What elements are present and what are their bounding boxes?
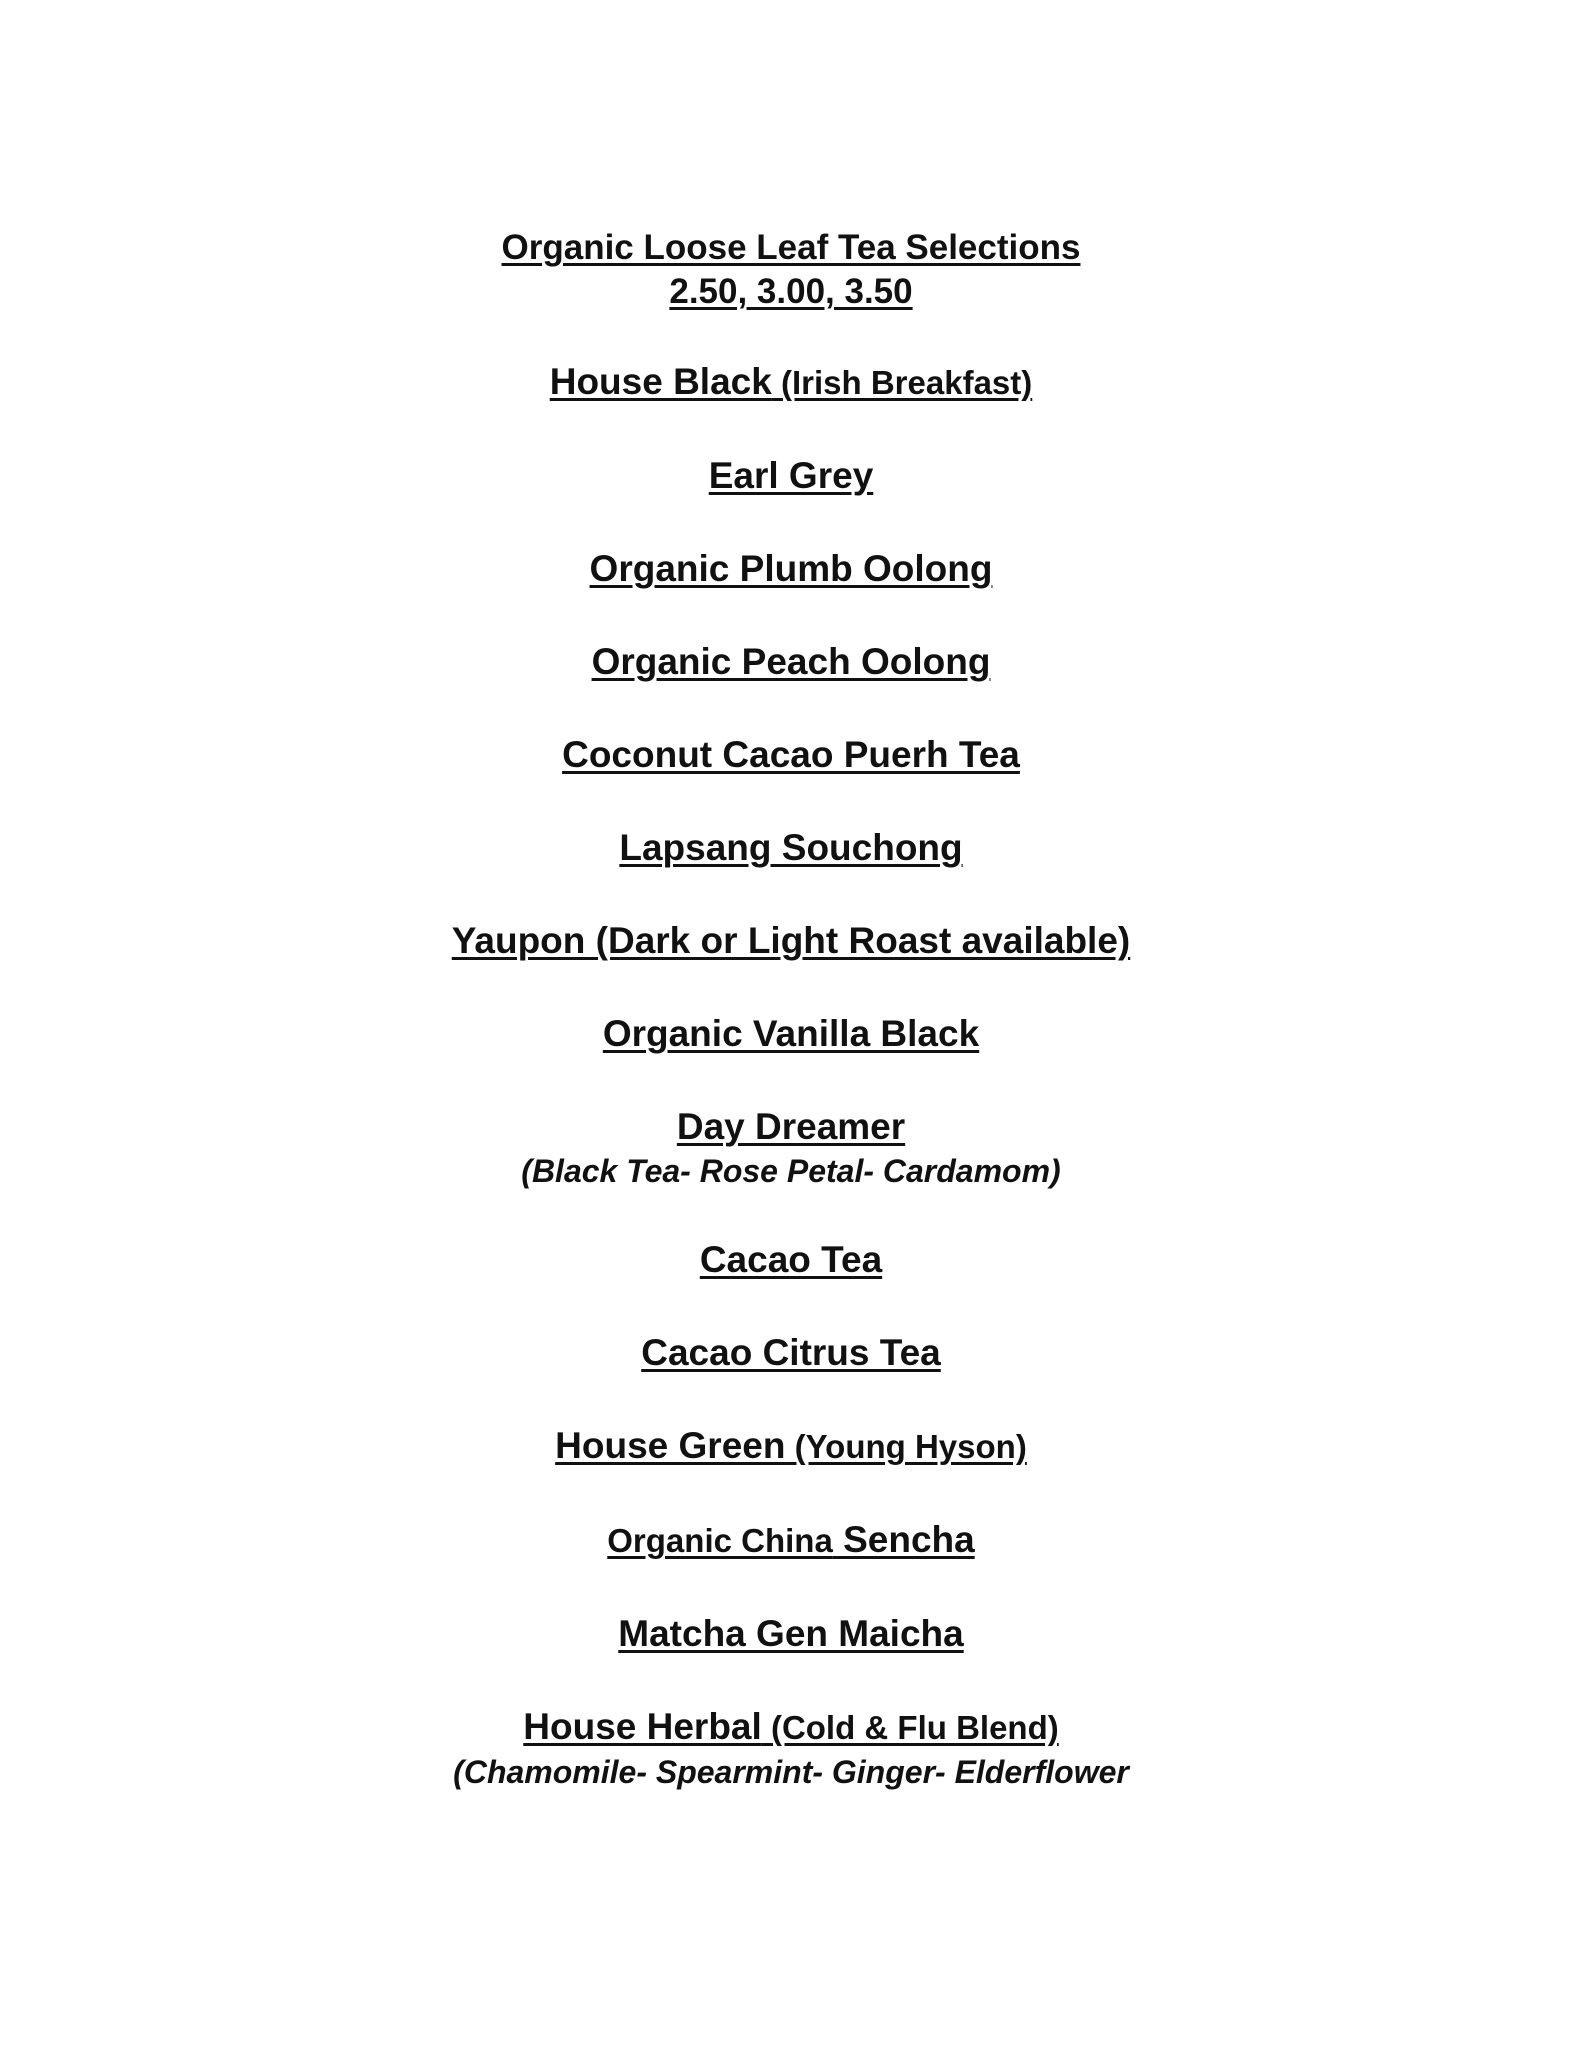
tea-name: Day Dreamer <box>676 1106 906 1147</box>
tea-name: Organic Vanilla Black <box>602 1013 980 1054</box>
tea-item-house-herbal <box>0 1703 1582 1752</box>
tea-menu <box>0 226 1582 1837</box>
tea-item-organic-peach-oolong <box>0 638 1582 686</box>
tea-qualifier: (Irish Breakfast) <box>771 364 1033 401</box>
tea-item-house-black <box>0 358 1582 407</box>
tea-name: Coconut Cacao Puerh Tea <box>562 734 1020 775</box>
tea-name: Earl Grey <box>708 455 874 496</box>
menu-prices: 2.50, 3.00, 3.50 <box>669 272 913 311</box>
tea-item-day-dreamer <box>0 1103 1582 1151</box>
tea-item-organic-plumb-oolong <box>0 545 1582 593</box>
tea-name: House Green <box>555 1425 786 1466</box>
tea-name: Yaupon (Dark or Light Roast available) <box>451 920 1131 961</box>
tea-note-day-dreamer: (Black Tea- Rose Petal- Cardamom) <box>521 1153 1061 1189</box>
tea-item-yaupon <box>0 917 1582 965</box>
tea-name: House Herbal <box>523 1706 762 1747</box>
tea-name: Organic Plumb Oolong <box>589 548 993 589</box>
tea-qualifier: (Cold & Flu Blend) <box>761 1709 1059 1746</box>
tea-qualifier: Sencha <box>832 1519 975 1560</box>
tea-item-house-green <box>0 1422 1582 1471</box>
menu-title: Organic Loose Leaf Tea Selections <box>501 228 1081 267</box>
tea-name: Organic China <box>607 1522 833 1559</box>
tea-name: Cacao Citrus Tea <box>641 1332 941 1373</box>
tea-name: Lapsang Souchong <box>619 827 963 868</box>
tea-item-organic-china-sencha <box>0 1516 1582 1565</box>
tea-item-organic-vanilla-black <box>0 1010 1582 1058</box>
tea-item-cacao-citrus-tea <box>0 1329 1582 1377</box>
tea-note-house-herbal: (Chamomile- Spearmint- Ginger- Elderflower <box>453 1754 1129 1790</box>
tea-name: Organic Peach Oolong <box>591 641 991 682</box>
tea-qualifier: (Young Hyson) <box>785 1428 1027 1465</box>
tea-name: Cacao Tea <box>699 1239 883 1280</box>
tea-item-coconut-cacao-puerh <box>0 731 1582 779</box>
tea-item-cacao-tea <box>0 1236 1582 1284</box>
tea-name: House Black <box>549 361 772 402</box>
tea-item-matcha-gen-maicha <box>0 1610 1582 1658</box>
tea-item-lapsang-souchong <box>0 824 1582 872</box>
tea-name: Matcha Gen Maicha <box>618 1613 964 1654</box>
tea-item-earl-grey <box>0 452 1582 500</box>
